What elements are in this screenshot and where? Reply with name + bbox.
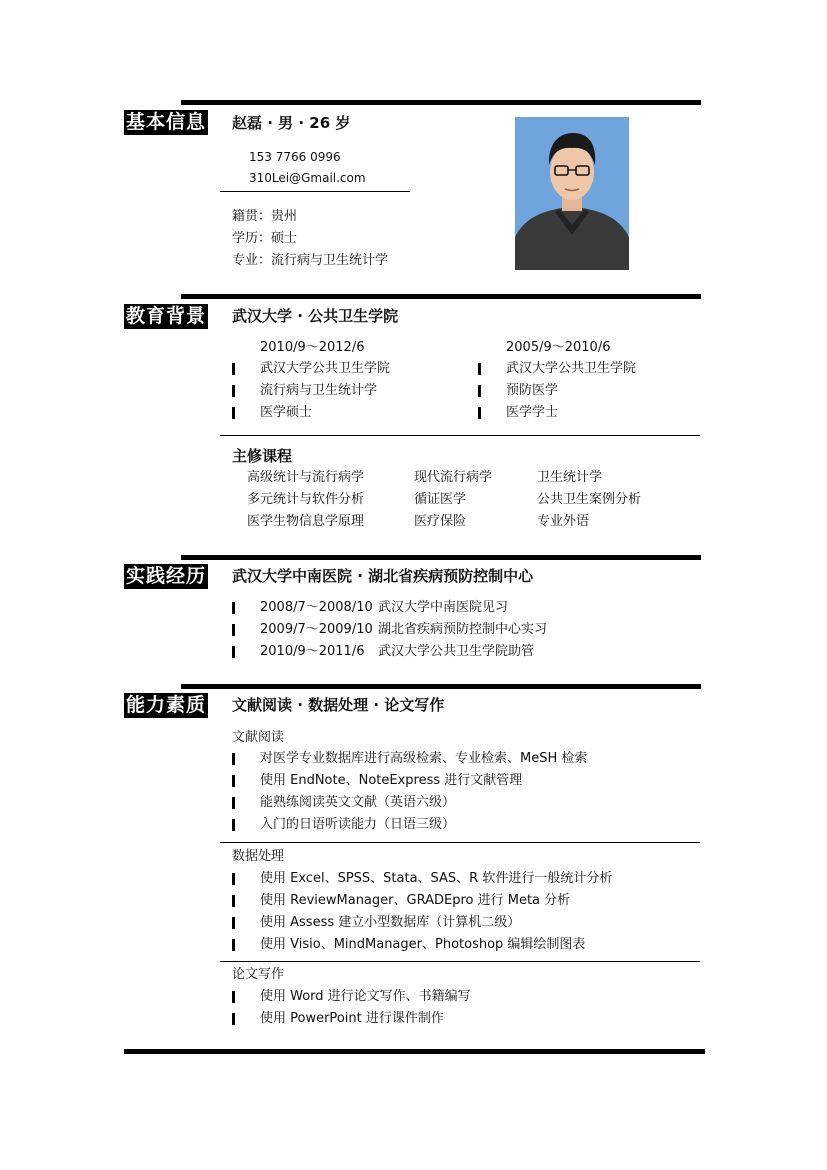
practice-desc: 武汉大学公共卫生学院助管 bbox=[378, 644, 535, 659]
ability-item: 使用 Word 进行论文写作、书籍编写 bbox=[260, 989, 471, 1004]
ability-item: 使用 EndNote、NoteExpress 进行文献管理 bbox=[260, 773, 523, 788]
ability-item: 使用 Visio、MindManager、Photoshop 编辑绘制图表 bbox=[260, 937, 586, 952]
degree: 学历：硕士 bbox=[232, 231, 298, 246]
footer-bar bbox=[124, 1049, 705, 1054]
bullet-icon bbox=[232, 624, 235, 636]
bullet-icon bbox=[478, 363, 481, 375]
ability-item: 使用 Excel、SPSS、Stata、SAS、R 软件进行一般统计分析 bbox=[260, 871, 613, 886]
bullet-icon bbox=[232, 991, 235, 1003]
section-bar bbox=[181, 684, 701, 689]
ability-group-title: 论文写作 bbox=[232, 967, 285, 982]
ability-item: 使用 ReviewManager、GRADEpro 进行 Meta 分析 bbox=[260, 893, 571, 908]
course: 现代流行病学 bbox=[414, 470, 493, 485]
edu-right-item: 武汉大学公共卫生学院 bbox=[506, 361, 637, 376]
edu-right-item: 预防医学 bbox=[506, 383, 559, 398]
edu-left-item: 武汉大学公共卫生学院 bbox=[260, 361, 391, 376]
section-bar bbox=[181, 294, 701, 299]
course: 循证医学 bbox=[414, 492, 467, 507]
bullet-icon bbox=[232, 895, 235, 907]
bullet-icon bbox=[232, 407, 235, 419]
courses-title: 主修课程 bbox=[232, 447, 293, 465]
bullet-icon bbox=[478, 385, 481, 397]
divider bbox=[220, 191, 410, 192]
ability-item: 能熟练阅读英文文献（英语六级） bbox=[260, 795, 456, 810]
ability-group-title: 数据处理 bbox=[232, 849, 285, 864]
divider bbox=[220, 435, 700, 436]
ability-heading: 文献阅读 · 数据处理 · 论文写作 bbox=[232, 696, 445, 714]
practice-period: 2008/7～2008/10 bbox=[260, 600, 373, 615]
education-heading: 武汉大学 · 公共卫生学院 bbox=[232, 307, 399, 325]
bullet-icon bbox=[232, 819, 235, 831]
ability-group-title: 文献阅读 bbox=[232, 730, 285, 745]
course: 医学生物信息学原理 bbox=[247, 514, 365, 529]
practice-heading: 武汉大学中南医院 · 湖北省疾病预防控制中心 bbox=[232, 567, 534, 585]
course: 专业外语 bbox=[537, 514, 590, 529]
section-label-basic: 基本信息 bbox=[126, 111, 207, 133]
course: 高级统计与流行病学 bbox=[247, 470, 365, 485]
course: 医疗保险 bbox=[414, 514, 467, 529]
divider bbox=[220, 842, 700, 843]
email: 310Lei@Gmail.com bbox=[249, 171, 366, 185]
ability-item: 使用 PowerPoint 进行课件制作 bbox=[260, 1011, 444, 1026]
bullet-icon bbox=[232, 602, 235, 614]
bullet-icon bbox=[478, 407, 481, 419]
bullet-icon bbox=[232, 646, 235, 658]
ability-item: 使用 Assess 建立小型数据库（计算机二级） bbox=[260, 915, 521, 930]
section-label-practice: 实践经历 bbox=[126, 565, 207, 587]
section-label-ability: 能力素质 bbox=[126, 694, 207, 716]
edu-right-period: 2005/9～2010/6 bbox=[506, 340, 611, 355]
bullet-icon bbox=[232, 753, 235, 765]
section-label-education: 教育背景 bbox=[126, 305, 207, 327]
profile-photo bbox=[515, 117, 629, 270]
section-bar bbox=[181, 100, 701, 105]
bullet-icon bbox=[232, 775, 235, 787]
edu-left-item: 流行病与卫生统计学 bbox=[260, 383, 378, 398]
course: 卫生统计学 bbox=[537, 470, 603, 485]
major: 专业：流行病与卫生统计学 bbox=[232, 253, 389, 268]
practice-desc: 武汉大学中南医院见习 bbox=[378, 600, 509, 615]
bullet-icon bbox=[232, 873, 235, 885]
name-line: 赵磊 · 男 · 26 岁 bbox=[232, 114, 351, 132]
bullet-icon bbox=[232, 363, 235, 375]
phone: 153 7766 0996 bbox=[249, 150, 341, 164]
divider bbox=[220, 961, 700, 962]
practice-period: 2009/7～2009/10 bbox=[260, 622, 373, 637]
hometown: 籍贯：贵州 bbox=[232, 209, 298, 224]
course: 多元统计与软件分析 bbox=[247, 492, 365, 507]
edu-left-item: 医学硕士 bbox=[260, 405, 313, 420]
section-bar bbox=[181, 555, 701, 560]
bullet-icon bbox=[232, 385, 235, 397]
bullet-icon bbox=[232, 797, 235, 809]
bullet-icon bbox=[232, 939, 235, 951]
bullet-icon bbox=[232, 1013, 235, 1025]
bullet-icon bbox=[232, 917, 235, 929]
practice-period: 2010/9～2011/6 bbox=[260, 644, 365, 659]
course: 公共卫生案例分析 bbox=[537, 492, 642, 507]
ability-item: 对医学专业数据库进行高级检索、专业检索、MeSH 检索 bbox=[260, 751, 588, 766]
edu-left-period: 2010/9～2012/6 bbox=[260, 340, 365, 355]
ability-item: 入门的日语听读能力（日语三级） bbox=[260, 817, 456, 832]
edu-right-item: 医学学士 bbox=[506, 405, 559, 420]
practice-desc: 湖北省疾病预防控制中心实习 bbox=[378, 622, 548, 637]
